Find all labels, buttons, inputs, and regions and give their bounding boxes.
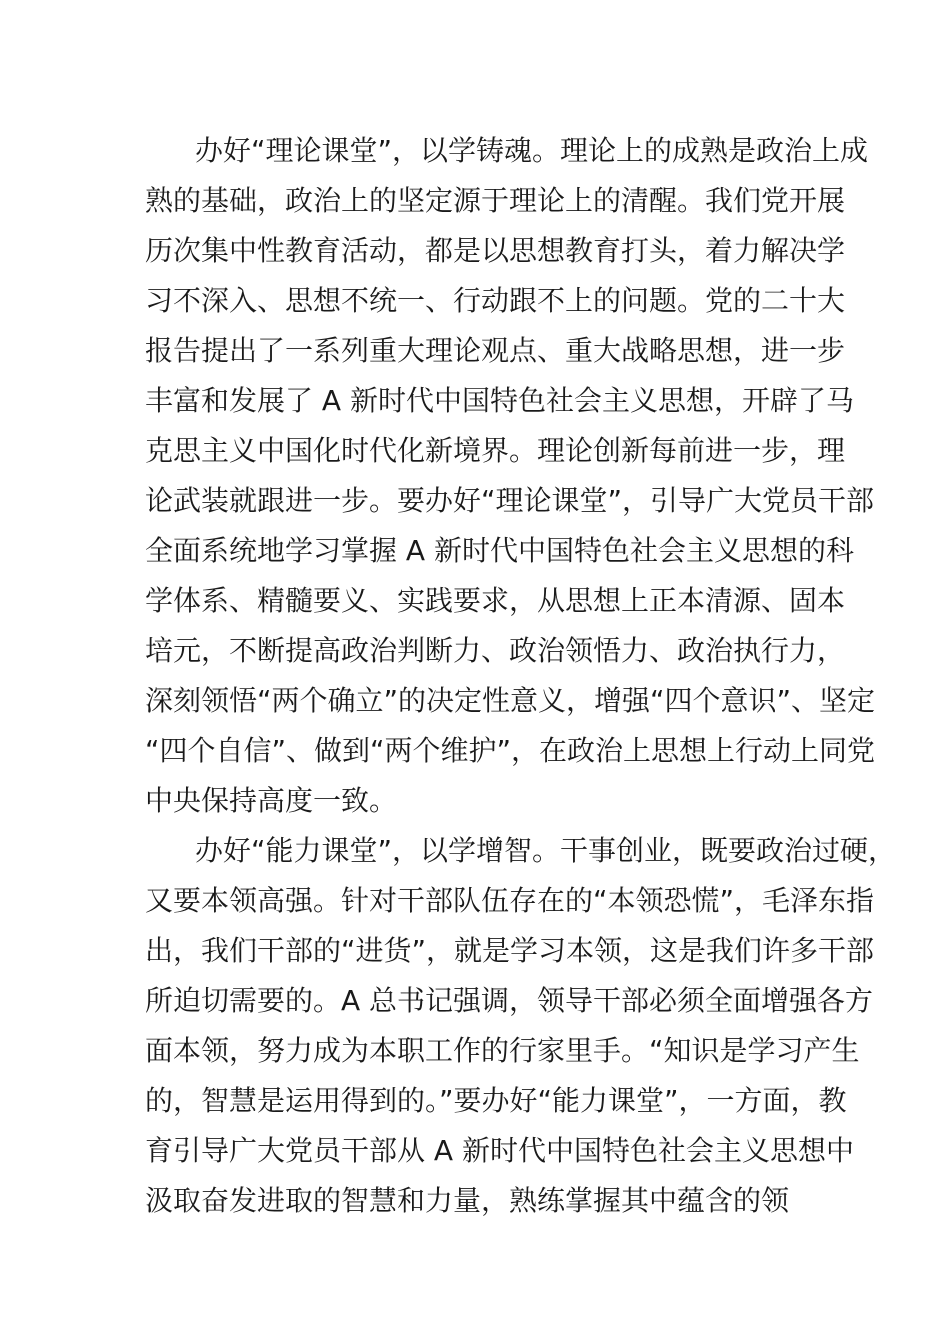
text-line: 习不深入、思想不统一、行动跟不上的问题。党的二十大 (145, 284, 846, 317)
text-line: 办好“理论课堂”，以学铸魂。理论上的成熟是政治上成 (195, 134, 869, 167)
text-line: 丰富和发展了 A 新时代中国特色社会主义思想，开辟了马 (145, 384, 854, 417)
text-line: 熟的基础，政治上的坚定源于理论上的清醒。我们党开展 (145, 184, 846, 217)
text-line: 全面系统地学习掌握 A 新时代中国特色社会主义思想的科 (145, 534, 854, 567)
text-line: 克思主义中国化时代化新境界。理论创新每前进一步，理 (145, 434, 846, 467)
text-line: “四个自信”、做到“两个维护”，在政治上思想上行动上同党 (145, 734, 876, 767)
text-line: 的，智慧是运用得到的。”要办好“能力课堂”，一方面，教 (145, 1084, 847, 1117)
text-line: 深刻领悟“两个确立”的决定性意义，增强“四个意识”、坚定 (145, 684, 876, 717)
text-line: 出，我们干部的“进货”，就是学习本领，这是我们许多干部 (145, 934, 875, 967)
text-line: 中央保持高度一致。 (145, 784, 398, 817)
text-line: 历次集中性教育活动，都是以思想教育打头，着力解决学 (145, 234, 846, 267)
paragraph-theory-classroom (145, 126, 876, 826)
text-line: 论武装就跟进一步。要办好“理论课堂”，引导广大党员干部 (145, 484, 875, 517)
text-line: 又要本领高强。针对干部队伍存在的“本领恐慌”，毛泽东指 (145, 884, 875, 917)
paragraph-ability-classroom (145, 826, 897, 1226)
document-body (145, 126, 897, 1226)
text-line: 学体系、精髓要义、实践要求，从思想上正本清源、固本 (145, 584, 846, 617)
text-line: 办好“能力课堂”，以学增智。干事创业，既要政治过硬， (195, 834, 897, 867)
text-line: 汲取奋发进取的智慧和力量，熟练掌握其中蕴含的领 (145, 1184, 790, 1217)
text-line: 面本领，努力成为本职工作的行家里手。“知识是学习产生 (145, 1034, 860, 1067)
text-line: 育引导广大党员干部从 A 新时代中国特色社会主义思想中 (145, 1134, 854, 1167)
text-line: 报告提出了一系列重大理论观点、重大战略思想，进一步 (145, 334, 846, 367)
text-line: 所迫切需要的。A 总书记强调，领导干部必须全面增强各方 (145, 984, 874, 1017)
text-line: 培元，不断提高政治判断力、政治领悟力、政治执行力， (145, 634, 846, 667)
